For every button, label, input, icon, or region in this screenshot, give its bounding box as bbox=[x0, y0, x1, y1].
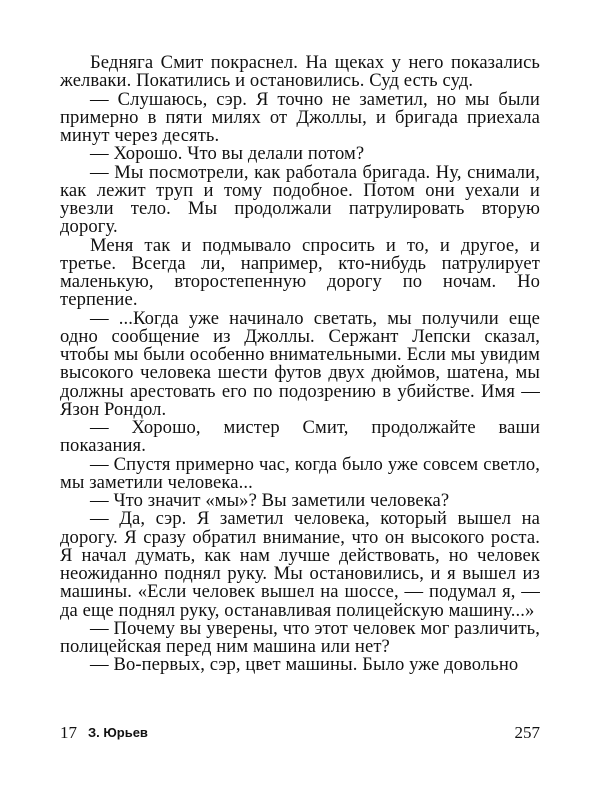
paragraph: Меня так и подмывало спросить и то, и другое, и третье. Всегда ли, например, кто-нибудь патрулирует маленькую, второстепенную дорогу по ночам. Но терпение. bbox=[60, 234, 540, 311]
paragraph: Бедняга Смит покраснел. На щеках у него показались желваки. Покатились и остановились. Суд есть суд. bbox=[60, 52, 540, 92]
signature-author: З. Юрьев bbox=[88, 725, 148, 740]
paragraph: — Хорошо, мистер Смит, продолжайте ваши показания. bbox=[60, 417, 540, 457]
paragraph: — ...Когда уже начинало светать, мы получили еще одно сообщение из Джоллы. Сержант Лепски сказал, чтобы мы были особенно внимательными. Если мы увидим высокого человека шести футов двух дюймов, шатена, мы должны арестовать его по подозрению в убийстве. Имя — Язон Рондол. bbox=[60, 307, 540, 420]
page-number: 257 bbox=[514, 723, 540, 742]
paragraph: — Мы посмотрели, как работала бригада. Ну, снимали, как лежит труп и тому подобное. Потом они уехали и увезли тело. Мы продолжали патрулировать вторую дорогу. bbox=[60, 161, 540, 238]
page-footer bbox=[60, 722, 540, 744]
paragraph: — Спустя примерно час, когда было уже совсем светло, мы заметили человека... bbox=[60, 453, 540, 493]
paragraph: — Хорошо. Что вы делали потом? bbox=[90, 143, 365, 165]
paragraph: — Что значит «мы»? Вы заметили человека? bbox=[90, 490, 450, 511]
signature-number: 17 bbox=[60, 723, 77, 742]
paragraph: — Да, сэр. Я заметил человека, который вышел на дорогу. Я сразу обратил внимание, что он высокого роста. Я начал думать, как нам лучше действовать, но человек неожиданно поднял руку. Мы остановились, и я вышел из машины. «Если человек вышел на шоссе, — подумал я, — да еще поднял руку, останавливая полицейскую машину...» bbox=[60, 508, 540, 621]
paragraph: — Во-первых, сэр, цвет машины. Было уже довольно bbox=[90, 654, 519, 676]
paragraph: — Слушаюсь, сэр. Я точно не заметил, но мы были примерно в пяти милях от Джоллы, и бригада приехала минут через десять. bbox=[60, 88, 540, 146]
paragraph: — Почему вы уверены, что этот человек мог различить, полицейская перед ним машина или нет? bbox=[60, 617, 540, 657]
body-text bbox=[60, 54, 540, 675]
